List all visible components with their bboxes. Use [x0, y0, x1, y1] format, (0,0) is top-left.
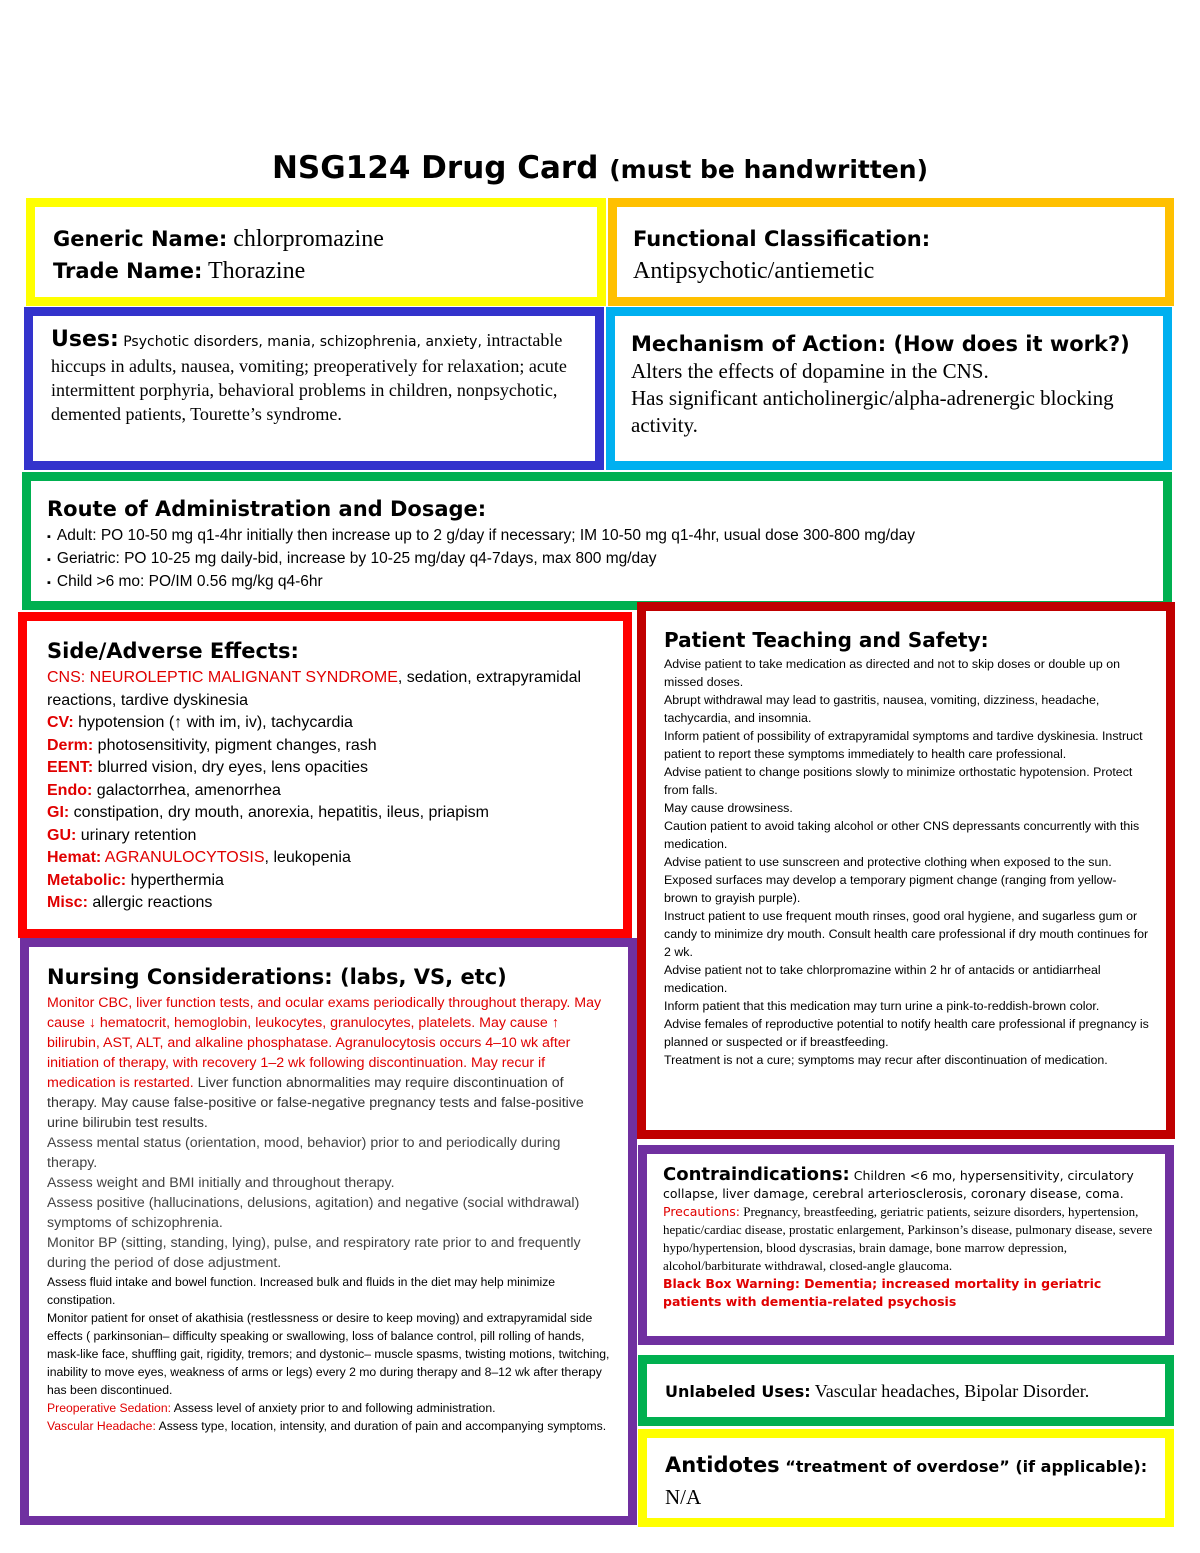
- side-effects-box: [18, 612, 632, 938]
- unlabeled-box: [638, 1355, 1174, 1426]
- se-eent: EENT: blurred vision, dry eyes, lens opacities: [47, 759, 369, 776]
- pt-item: Inform patient that this medication may turn urine a pink-to-reddish-brown color.: [664, 999, 1100, 1013]
- classification-label: Functional Classification:: [633, 227, 931, 251]
- pt-item: Abrupt withdrawal may lead to gastritis, nausea, vomiting, dizziness, headache, tachycardia, and insomnia.: [664, 693, 1100, 725]
- se-metabolic: Metabolic: hyperthermia: [47, 871, 224, 889]
- precautions-text: Precautions: Pregnancy, breastfeeding, geriatric patients, seizure disorders, hypertension, hepatic/cardiac disease, prostatic enlargement, Parkinson’s disease, pulmonary disease, severe hypo/hypertension, blood dyscrasias, brain damage, bone marrow depression, alcohol/barbiturate withdrawal, closed-angle glaucoma.: [663, 1204, 1153, 1273]
- nursing-label: Nursing Considerations: (labs, VS, etc): [47, 965, 507, 989]
- mechanism-line-2: Has significant anticholinergic/alpha-adrenergic blocking activity.: [631, 386, 1114, 437]
- route-box: [22, 472, 1172, 610]
- nursing-item: Assess positive (hallucinations, delusions, agitation) and negative (social withdrawal) symptoms of schizophrenia.: [47, 1195, 580, 1231]
- mechanism-box: [606, 307, 1172, 470]
- nursing-item: Assess fluid intake and bowel function. Increased bulk and fluids in the diet may help minimize constipation.: [47, 1275, 556, 1307]
- pt-item: Caution patient to avoid taking alcohol or other CNS depressants concurrently with this medication.: [664, 819, 1140, 851]
- contraindications-text: Contraindications: Children <6 mo, hypersensitivity, circulatory collapse, liver damage, cerebral arteriosclerosis, coronary disease, coma.: [663, 1164, 1134, 1201]
- classification-value: Antipsychotic/antiemetic: [633, 258, 875, 284]
- pt-item: Advise females of reproductive potential to notify health care professional if pregnancy is planned or suspected or if breastfeeding.: [664, 1017, 1149, 1049]
- nursing-labs: Monitor CBC, liver function tests, and ocular exams periodically throughout therapy. May cause ↓ hematocrit, hemoglobin, leukocytes, granulocytes, platelets. May cause ↑ bilirubin, AST, ALT, and alkaline phosphatase. Agranulocytosis occurs 4–10 wk after initiation of therapy, with recovery 1–2 wk following discontinuation. May recur if medication is restarted. Liver function abnormalities may require discontinuation of therapy. May cause false-positive or false-negative pregnancy tests and false-positive urine bilirubin test results.: [47, 995, 602, 1131]
- se-gi: GI: constipation, dry mouth, anorexia, hepatitis, ileus, priapism: [47, 804, 489, 821]
- nursing-preop: Preoperative Sedation: Assess level of anxiety prior to and following administration.: [47, 1401, 496, 1415]
- pt-item: Inform patient of possibility of extrapyramidal symptoms and tardive dyskinesia. Instruct patient to report these symptoms immediately to health care professional.: [664, 729, 1143, 761]
- se-endo: Endo: galactorrhea, amenorrhea: [47, 781, 281, 799]
- pt-item: Treatment is not a cure; symptoms may recur after discontinuation of medication.: [664, 1053, 1108, 1067]
- patient-teaching-label: Patient Teaching and Safety:: [664, 628, 989, 652]
- uses-text: Uses: Psychotic disorders, mania, schizophrenia, anxiety, intractable hiccups in adults, nausea, vomiting; preoperatively for relaxation; acute intermittent porphyria, behavioral problems in children, nonpsychotic, demented patients, Tourette’s syndrome.: [51, 327, 567, 424]
- mechanism-line-1: Alters the effects of dopamine in the CNS.: [631, 359, 989, 383]
- se-misc: Misc: allergic reactions: [47, 894, 213, 911]
- route-item-adult: ▪ Adult: PO 10-50 mg q1-4hr initially then increase up to 2 g/day if necessary; IM 10-50 mg q1-4hr, usual dose 300-800 mg/day: [47, 525, 1153, 548]
- side-effects-label: Side/Adverse Effects:: [47, 639, 299, 663]
- unlabeled-text: Unlabeled Uses: Vascular headaches, Bipolar Disorder.: [665, 1381, 1090, 1401]
- pt-item: May cause drowsiness.: [664, 801, 793, 815]
- se-derm: Derm: photosensitivity, pigment changes, rash: [47, 736, 377, 754]
- antidotes-value: N/A: [665, 1485, 702, 1509]
- contraindications-box: [638, 1145, 1174, 1345]
- pt-item: Advise patient to use sunscreen and protective clothing when exposed to the sun. Exposed surfaces may develop a temporary pigment change (ranging from yellow-brown to grayish purple).: [664, 855, 1117, 905]
- nursing-item: Assess mental status (orientation, mood, behavior) prior to and periodically during therapy.: [47, 1135, 561, 1171]
- pt-item: Advise patient not to take chlorpromazine within 2 hr of antacids or antidiarrheal medication.: [664, 963, 1101, 995]
- trade-name-row: Trade Name: Thorazine: [53, 258, 306, 284]
- nursing-item: Monitor patient for onset of akathisia (restlessness or desire to keep moving) and extrapyramidal side effects ( parkinsonian– difficulty speaking or swallowing, loss of balance control, pill rolling of hands, mask-like face, shuffling gait, rigidity, tremors; and dystonic– muscle spasms, twisting motions, twitching, inability to move eyes, weakness of arms or legs) every 2 mo during therapy and 8–12 wk after therapy has been discontinued.: [47, 1311, 610, 1397]
- names-box: [26, 198, 606, 306]
- black-box-warning: Black Box Warning: Dementia; increased mortality in geriatric patients with dementia-related psychosis: [663, 1276, 1102, 1309]
- se-cns: CNS: NEUROLEPTIC MALIGNANT SYNDROME, sedation, extrapyramidal reactions, tardive dyskinesia: [47, 669, 582, 709]
- patient-teaching-box: [637, 602, 1175, 1139]
- nursing-box: [20, 938, 637, 1525]
- route-item-child: ▪ Child >6 mo: PO/IM 0.56 mg/kg q4-6hr: [47, 571, 1153, 594]
- route-label: Route of Administration and Dosage:: [47, 497, 487, 521]
- uses-box: [24, 307, 604, 470]
- generic-name-row: Generic Name: chlorpromazine: [53, 226, 384, 252]
- se-gu: GU: urinary retention: [47, 826, 197, 844]
- se-cv: CV: hypotension (↑ with im, iv), tachycardia: [47, 714, 353, 731]
- route-item-geriatric: ▪ Geriatric: PO 10-25 mg daily-bid, increase by 10-25 mg/day q4-7days, max 800 mg/day: [47, 548, 1153, 571]
- nursing-item: Assess weight and BMI initially and throughout therapy.: [47, 1175, 395, 1191]
- se-hemat: Hemat: AGRANULOCYTOSIS, leukopenia: [47, 849, 351, 866]
- antidotes-box: [638, 1429, 1174, 1527]
- page-title: NSG124 Drug Card (must be handwritten): [271, 150, 929, 186]
- route-list: [47, 525, 1153, 594]
- antidotes-label: Antidotes “treatment of overdose” (if applicable):: [665, 1453, 1148, 1477]
- pt-item: Advise patient to take medication as directed and not to skip doses or double up on missed doses.: [664, 657, 1120, 689]
- nursing-item: Monitor BP (sitting, standing, lying), pulse, and respiratory rate prior to and frequently during the period of dose adjustment.: [47, 1235, 581, 1271]
- mechanism-label: Mechanism of Action: (How does it work?): [631, 332, 1130, 356]
- nursing-vascular: Vascular Headache: Assess type, location, intensity, and duration of pain and accompanying symptoms.: [47, 1419, 607, 1433]
- classification-box: [608, 198, 1174, 306]
- pt-item: Advise patient to change positions slowly to minimize orthostatic hypotension. Protect from falls.: [664, 765, 1133, 797]
- pt-item: Instruct patient to use frequent mouth rinses, good oral hygiene, and sugarless gum or candy to minimize dry mouth. Consult health care professional if dry mouth continues for 2 wk.: [664, 909, 1149, 959]
